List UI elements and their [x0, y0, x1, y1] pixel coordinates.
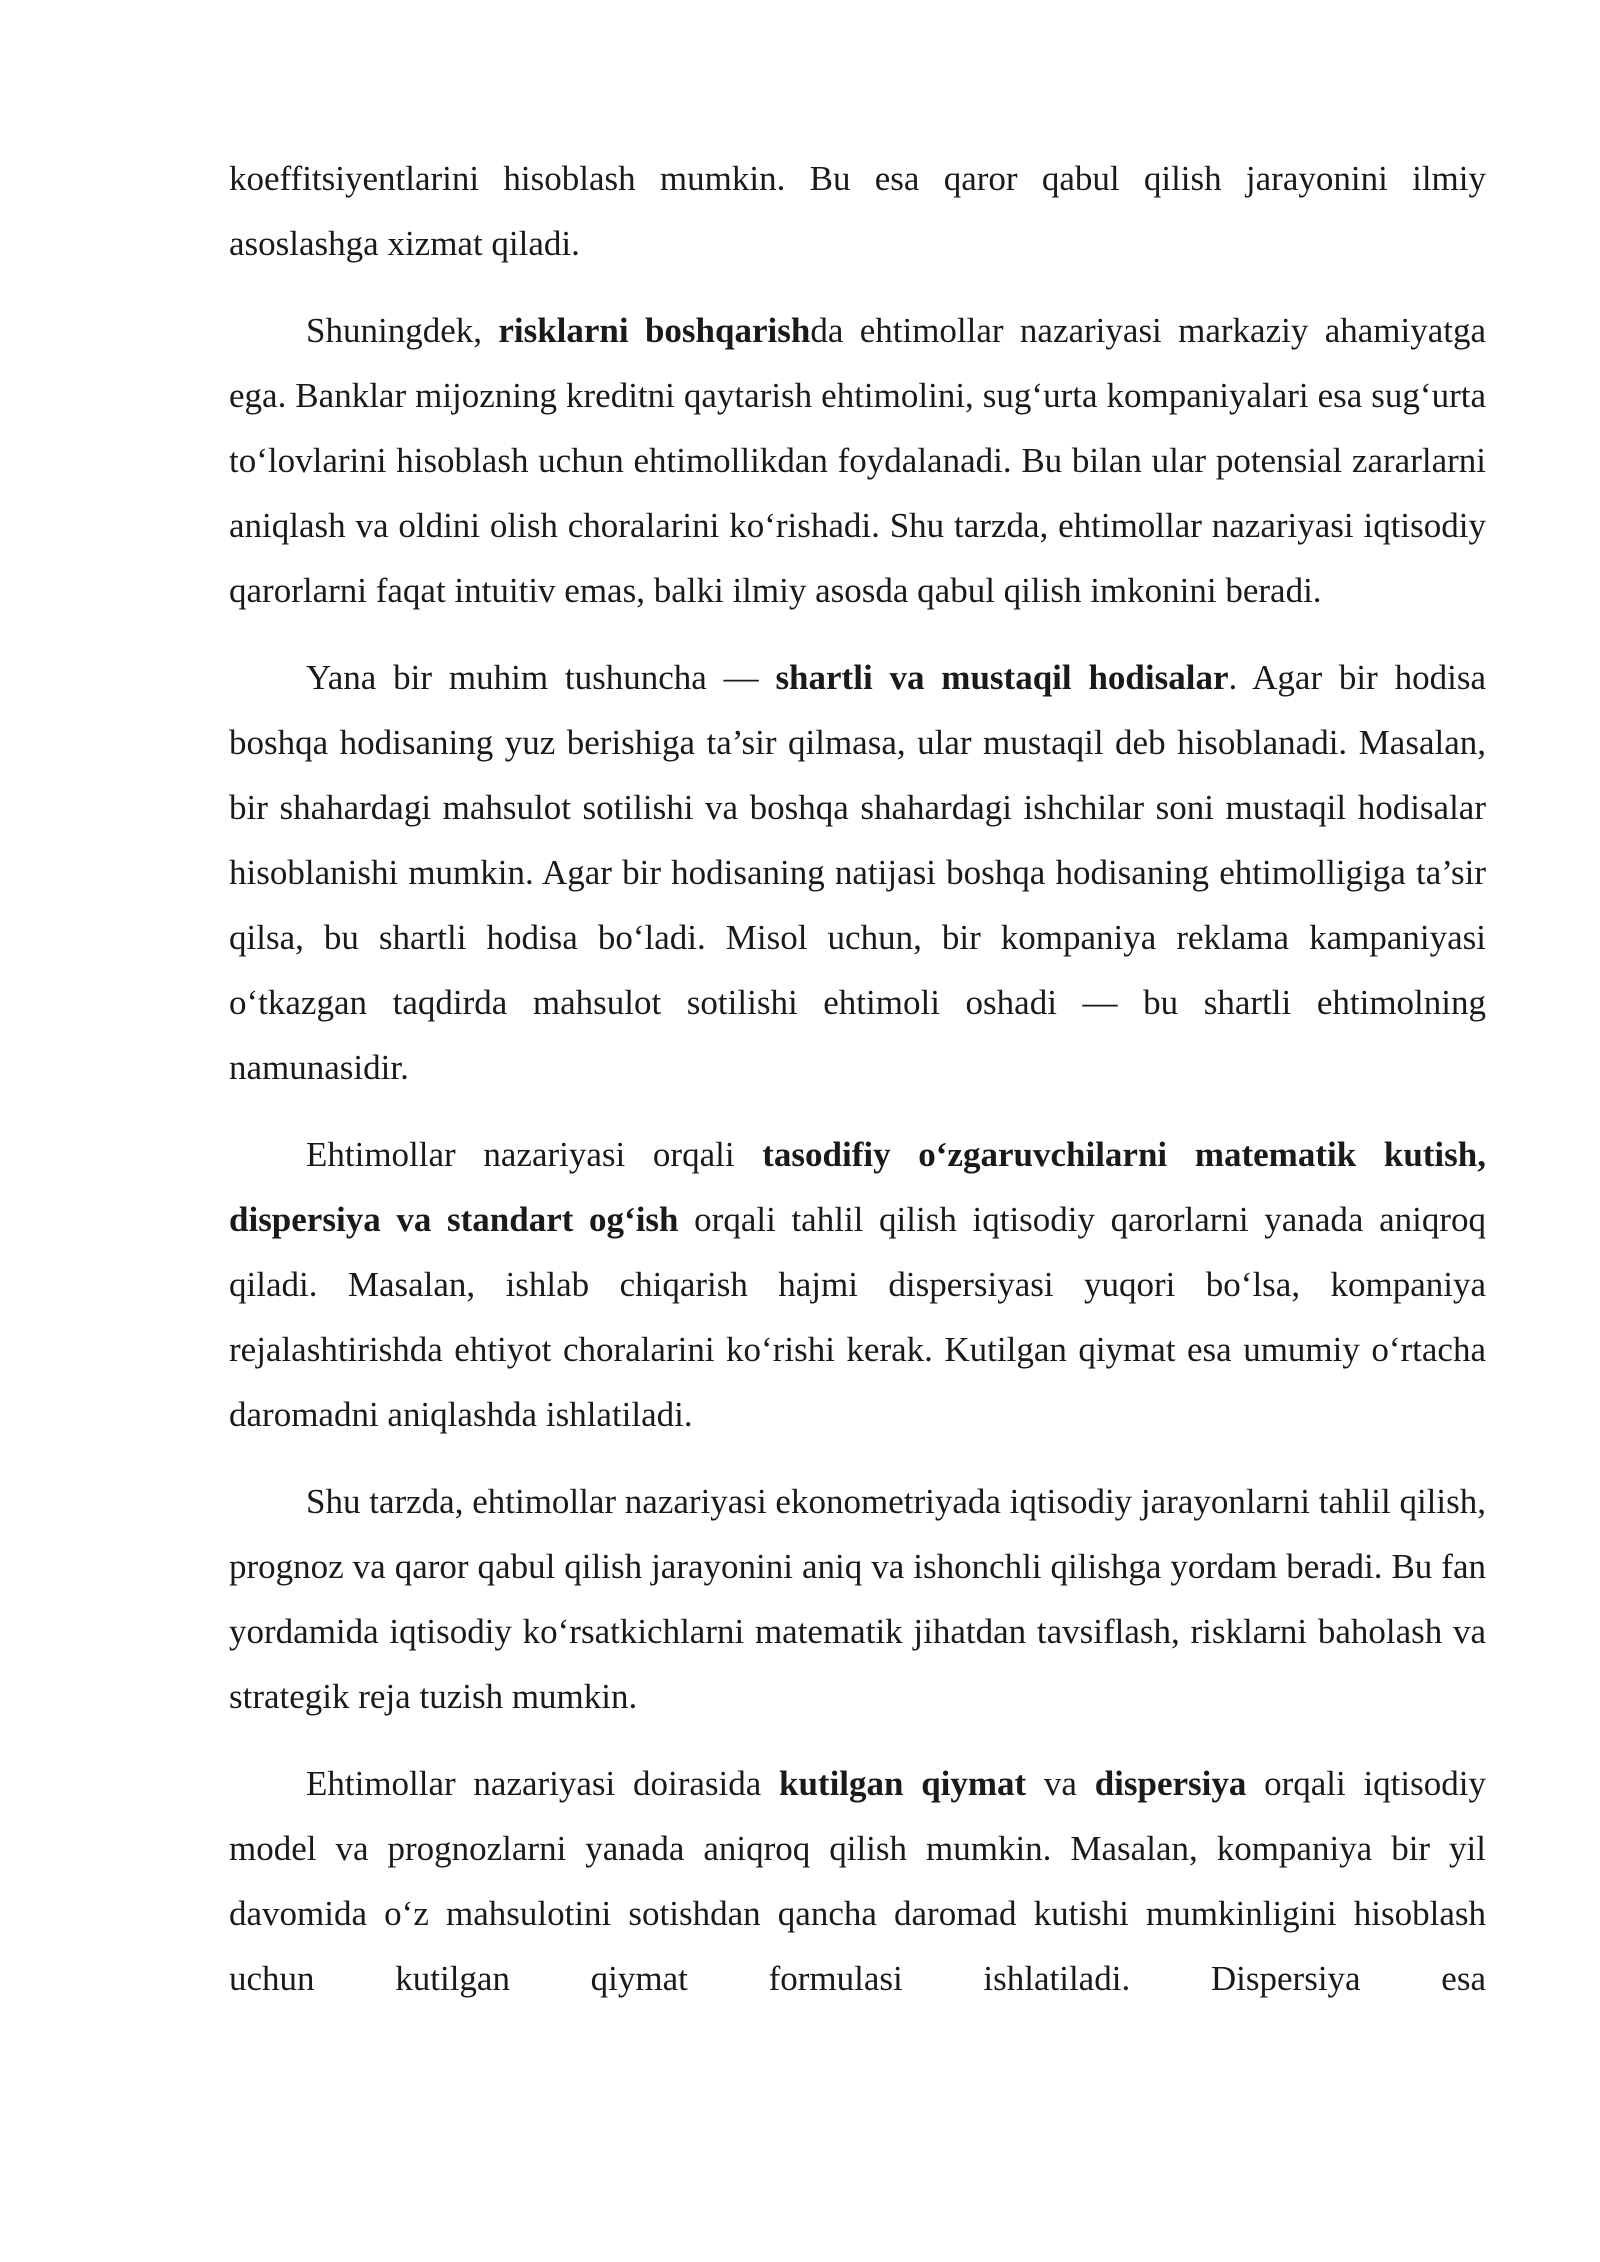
bold-term: tasodifiy o‘zgaruvchilarni matematik kutish, dispersiya va standart og‘ish	[229, 1135, 1486, 1239]
paragraph-text: da ehtimollar nazariyasi markaziy ahamiyatga ega. Banklar mijozning kreditni qaytarish ehtimolini, sug‘urta kompaniyalari esa sug‘urta to‘lovlarini hisoblash uchun ehtimollikdan foydalanadi. Bu bilan ular potensial zararlarni aniqlash va oldini olish choralarini ko‘rishadi. Shu tarzda, ehtimollar nazariyasi iqtisodiy qarorlarni faqat intuitiv emas, balki ilmiy asosda qabul qilish imkonini beradi.	[229, 311, 1487, 610]
bold-term: dispersiya	[1094, 1764, 1247, 1803]
paragraph-5	[229, 1469, 1486, 1729]
paragraph-2	[229, 298, 1486, 623]
paragraph-3	[229, 645, 1486, 1100]
paragraph-text: Shu tarzda, ehtimollar nazariyasi ekonometriyada iqtisodiy jarayonlarni tahlil qilish, prognoz va qaror qabul qilish jarayonini aniq va ishonchli qilishga yordam beradi. Bu fan yordamida iqtisodiy ko‘rsatkichlarni matematik jihatdan tavsiflash, risklarni baholash va strategik reja tuzish mumkin.	[229, 1482, 1486, 1716]
paragraph-text: Yana bir muhim tushuncha —	[306, 658, 776, 697]
paragraph-text: Ehtimollar nazariyasi orqali	[306, 1135, 763, 1174]
paragraph-text: koeffitsiyentlarini hisoblash mumkin. Bu esa qaror qabul qilish jarayonini ilmiy asoslashga xizmat qiladi.	[229, 159, 1486, 263]
paragraph-text: orqali iqtisodiy model va prognozlarni yanada aniqroq qilish mumkin. Masalan, kompaniya bir yil davomida o‘z mahsulotini sotishdan qancha daromad kutishi mumkinligini hisoblash uchun kutilgan qiymat formulasi ishlatiladi. Dispersiya esa	[229, 1764, 1486, 1998]
bold-term: kutilgan qiymat	[779, 1764, 1027, 1803]
paragraph-text: va	[1026, 1764, 1095, 1803]
paragraph-text: Shuningdek,	[306, 311, 499, 350]
paragraph-text: . Agar bir hodisa boshqa hodisaning yuz berishiga ta’sir qilmasa, ular mustaqil deb hisoblanadi. Masalan, bir shahardagi mahsulot sotilishi va boshqa shahardagi ishchilar soni mustaqil hodisalar hisoblanishi mumkin. Agar bir hodisaning natijasi boshqa hodisaning ehtimolligiga ta’sir qilsa, bu shartli hodisa bo‘ladi. Misol uchun, bir kompaniya reklama kampaniyasi o‘tkazgan taqdirda mahsulot sotilishi ehtimoli oshadi — bu shartli ehtimolning namunasidir.	[229, 658, 1486, 1087]
paragraph-6	[229, 1751, 1486, 2011]
paragraph-text: orqali tahlil qilish iqtisodiy qarorlarni yanada aniqroq qiladi. Masalan, ishlab chiqarish hajmi dispersiyasi yuqori bo‘lsa, kompaniya rejalashtirishda ehtiyot choralarini ko‘rishi kerak. Kutilgan qiymat esa umumiy o‘rtacha daromadni aniqlashda ishlatiladi.	[229, 1200, 1486, 1434]
bold-term: risklarni boshqarish	[498, 311, 811, 350]
paragraph-4	[229, 1122, 1486, 1447]
document-body	[229, 146, 1486, 2033]
bold-term: shartli va mustaqil hodisalar	[775, 658, 1229, 697]
paragraph-1	[229, 146, 1486, 276]
paragraph-text: Ehtimollar nazariyasi doirasida	[306, 1764, 779, 1803]
